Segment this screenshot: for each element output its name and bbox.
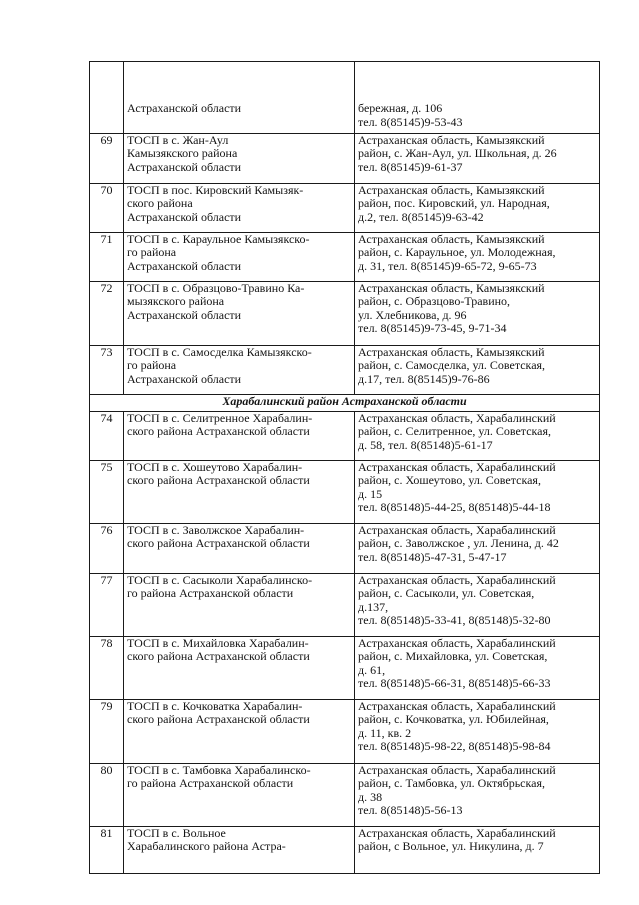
row-number: 73 xyxy=(90,346,124,395)
organization-cell xyxy=(124,134,355,184)
organization-line: ТОСП в с. Хошеутово Харабалин- xyxy=(127,461,303,474)
organization-line xyxy=(127,89,351,102)
organization-cell xyxy=(124,574,355,637)
address-line: район, с. Кочковатка, ул. Юбилейная, xyxy=(358,713,549,727)
organization-line: ТОСП в с. Караульное Камызякско- xyxy=(127,233,310,246)
address-cell xyxy=(355,827,600,874)
organization-line: ТОСП в с. Образцово-Травино Ка- xyxy=(127,282,305,295)
organization-line: ского района Астраханской области xyxy=(127,425,310,439)
organization-line: ТОСП в с. Кочковатка Харабалин- xyxy=(127,700,303,713)
organization-line: Астраханской области xyxy=(127,372,242,386)
organization-line: Астраханской области xyxy=(127,160,242,174)
row-number: 81 xyxy=(90,827,124,874)
row-number: 78 xyxy=(90,637,124,700)
address-line: д. 31, тел. 8(85145)9-65-72, 9-65-73 xyxy=(358,259,537,273)
address-line: тел. 8(85148)5-56-13 xyxy=(358,804,463,818)
table-row xyxy=(90,461,600,524)
organization-line xyxy=(127,62,351,75)
address-line: район, с. Жан-Аул, ул. Школьная, д. 26 xyxy=(358,147,557,161)
address-line: д. 58, тел. 8(85148)5-61-17 xyxy=(358,438,493,452)
table-row xyxy=(90,827,600,874)
organization-line: го района Астраханской области xyxy=(127,777,294,791)
organization-cell xyxy=(124,412,355,461)
organization-line: Астраханской области xyxy=(127,210,242,224)
address-line: район, с. Сасыколи, ул. Советская, xyxy=(358,587,535,601)
address-line: тел. 8(85145)9-53-43 xyxy=(358,115,463,129)
organization-line: го района xyxy=(127,246,177,260)
address-line: Астраханская область, Камызякский xyxy=(358,282,545,295)
address-cell xyxy=(355,764,600,827)
address-line xyxy=(358,62,596,75)
table-row xyxy=(90,184,600,233)
table-row xyxy=(90,134,600,184)
row-number: 76 xyxy=(90,524,124,574)
organization-line: Астраханской области xyxy=(127,102,242,116)
organization-line: ского района Астраханской области xyxy=(127,537,310,551)
table-row xyxy=(90,346,600,395)
address-line: д.2, тел. 8(85145)9-63-42 xyxy=(358,210,484,224)
row-number: 72 xyxy=(90,282,124,346)
address-line xyxy=(358,75,596,88)
address-line: тел. 8(85145)9-73-45, 9-71-34 xyxy=(358,322,507,336)
table-row xyxy=(90,637,600,700)
table-row xyxy=(90,700,600,764)
table-row xyxy=(90,282,600,346)
organization-line: ТОСП в с. Михайловка Харабалин- xyxy=(127,637,309,650)
organization-line xyxy=(127,75,351,88)
address-cell xyxy=(355,412,600,461)
organization-line: Астраханской области xyxy=(127,308,242,322)
address-line: тел. 8(85148)5-44-25, 8(85148)5-44-18 xyxy=(358,501,551,515)
address-line: Астраханская область, Харабалинский xyxy=(358,700,556,713)
address-cell xyxy=(355,62,600,134)
address-line: район, с. Заволжское , ул. Ленина, д. 42 xyxy=(358,537,559,551)
address-cell xyxy=(355,524,600,574)
organization-line: го района Астраханской области xyxy=(127,587,294,601)
address-line: тел. 8(85148)5-98-22, 8(85148)5-98-84 xyxy=(358,740,551,754)
address-line: район, с. Самосделка, ул. Советская, xyxy=(358,359,546,373)
row-number: 71 xyxy=(90,233,124,282)
address-line: Астраханская область, Камызякский xyxy=(358,184,545,197)
row-number: 79 xyxy=(90,700,124,764)
address-cell xyxy=(355,461,600,524)
organization-cell xyxy=(124,700,355,764)
address-line: д.137, xyxy=(358,600,389,614)
address-line: Астраханская область, Харабалинский xyxy=(358,412,556,425)
organization-line: ТОСП в с. Самосделка Камызякско- xyxy=(127,346,312,359)
organization-cell xyxy=(124,233,355,282)
organization-line: Камызякского района xyxy=(127,147,238,161)
address-line: район, с. Образцово-Травино, xyxy=(358,295,511,309)
address-line: бережная, д. 106 xyxy=(358,102,443,116)
section-row xyxy=(90,395,600,412)
document-page xyxy=(89,61,599,874)
address-line: район, с Вольное, ул. Никулина, д. 7 xyxy=(358,840,544,854)
address-cell xyxy=(355,574,600,637)
organization-cell xyxy=(124,827,355,874)
row-number: 80 xyxy=(90,764,124,827)
address-line: район, с. Михайловка, ул. Советская, xyxy=(358,650,548,664)
table-row xyxy=(90,574,600,637)
address-line: Астраханская область, Камызякский xyxy=(358,346,545,359)
row-number: 74 xyxy=(90,412,124,461)
address-line: Астраханская область, Харабалинский xyxy=(358,764,556,777)
address-line: Астраханская область, Харабалинский xyxy=(358,461,556,474)
address-line: Астраханская область, Камызякский xyxy=(358,134,545,147)
organization-cell xyxy=(124,764,355,827)
table-row xyxy=(90,412,600,461)
organization-line: ТОСП в с. Вольное xyxy=(127,827,226,840)
address-line: район, с. Хошеутово, ул. Советская, xyxy=(358,474,541,488)
address-line xyxy=(358,89,596,102)
organization-line: ТОСП в с. Заволжское Харабалин- xyxy=(127,524,305,537)
address-line: район, с. Селитренное, ул. Советская, xyxy=(358,425,552,439)
address-cell xyxy=(355,184,600,233)
row-number: 70 xyxy=(90,184,124,233)
organization-line: ТОСП в с. Тамбовка Харабалинско- xyxy=(127,764,311,777)
row-number: 69 xyxy=(90,134,124,184)
organization-line: ТОСП в с. Селитренное Харабалин- xyxy=(127,412,313,425)
address-line: район, с. Тамбовка, ул. Октябрьская, xyxy=(358,777,545,791)
address-line: тел. 8(85148)5-66-31, 8(85148)5-66-33 xyxy=(358,677,551,691)
address-line: тел. 8(85148)5-33-41, 8(85148)5-32-80 xyxy=(358,614,551,628)
address-line: Астраханская область, Харабалинский xyxy=(358,637,556,650)
organization-line: Харабалинского района Астра- xyxy=(127,840,286,854)
address-line: д. 11, кв. 2 xyxy=(358,726,412,740)
address-line: район, с. Караульное, ул. Молодежная, xyxy=(358,246,556,260)
organization-line: мызякского района xyxy=(127,295,225,309)
table-row xyxy=(90,233,600,282)
table-row xyxy=(90,62,600,134)
organization-line: ТОСП в с. Жан-Аул xyxy=(127,134,229,147)
address-cell xyxy=(355,700,600,764)
address-line: д. 38 xyxy=(358,790,383,804)
organization-cell xyxy=(124,184,355,233)
address-line: район, пос. Кировский, ул. Народная, xyxy=(358,197,550,211)
section-heading: Харабалинский район Астраханской области xyxy=(90,395,600,412)
address-cell xyxy=(355,134,600,184)
address-line: Астраханская область, Харабалинский xyxy=(358,574,556,587)
organization-line: ского района Астраханской области xyxy=(127,474,310,488)
address-line: д. 15 xyxy=(358,487,383,501)
organization-cell xyxy=(124,461,355,524)
address-cell xyxy=(355,282,600,346)
table-row xyxy=(90,764,600,827)
organization-line: ского района xyxy=(127,197,193,211)
organization-cell xyxy=(124,62,355,134)
address-line: д. 61, xyxy=(358,663,386,677)
organization-cell xyxy=(124,346,355,395)
row-number: 75 xyxy=(90,461,124,524)
organization-cell xyxy=(124,637,355,700)
organization-line: Астраханской области xyxy=(127,259,242,273)
address-cell xyxy=(355,637,600,700)
organization-line: ТОСП в пос. Кировский Камызяк- xyxy=(127,184,304,197)
address-line: тел. 8(85145)9-61-37 xyxy=(358,160,463,174)
row-number: 77 xyxy=(90,574,124,637)
organization-line: ского района Астраханской области xyxy=(127,650,310,664)
organization-cell xyxy=(124,282,355,346)
address-line: тел. 8(85148)5-47-31, 5-47-17 xyxy=(358,550,507,564)
address-line: Астраханская область, Камызякский xyxy=(358,233,545,246)
table-row xyxy=(90,524,600,574)
organizations-table xyxy=(89,61,600,874)
address-line: Астраханская область, Харабалинский xyxy=(358,827,556,840)
organization-cell xyxy=(124,524,355,574)
row-number xyxy=(90,62,124,134)
organization-line: ского района Астраханской области xyxy=(127,713,310,727)
address-line: ул. Хлебникова, д. 96 xyxy=(358,308,467,322)
address-cell xyxy=(355,233,600,282)
address-line: Астраханская область, Харабалинский xyxy=(358,524,556,537)
organization-line: го района xyxy=(127,359,177,373)
organization-line: ТОСП в с. Сасыколи Харабалинско- xyxy=(127,574,313,587)
address-line: д.17, тел. 8(85145)9-76-86 xyxy=(358,372,490,386)
address-cell xyxy=(355,346,600,395)
